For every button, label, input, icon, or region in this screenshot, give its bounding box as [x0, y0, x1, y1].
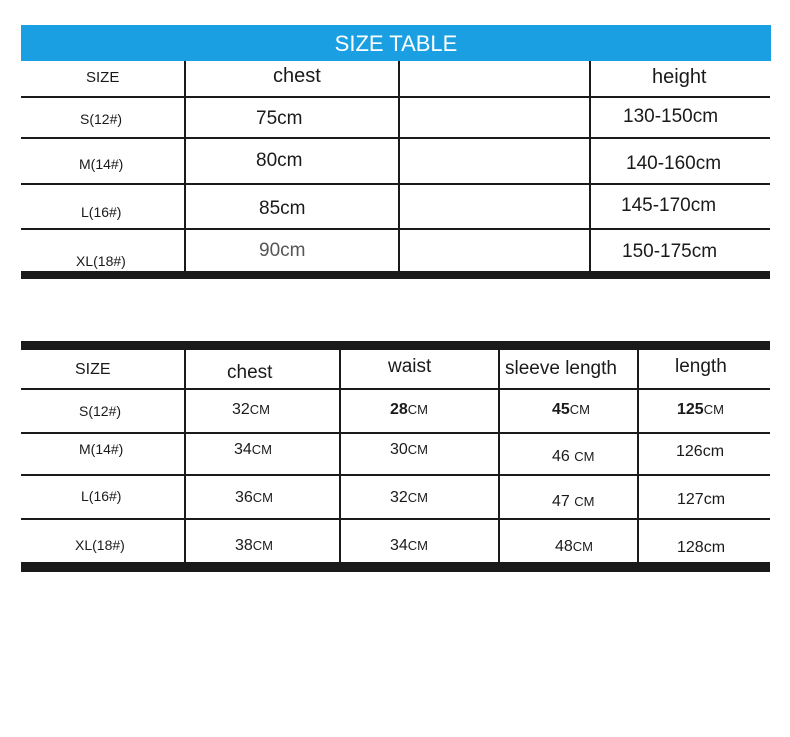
table2-row-sleeve: 48CM	[555, 538, 594, 555]
table2-col-rule	[339, 350, 341, 562]
table1-row-size: M(14#)	[79, 156, 124, 172]
table1-rule	[21, 228, 770, 230]
table2-row-waist: 34CM	[390, 537, 429, 554]
table2-row-length: 127cm	[677, 491, 726, 508]
table1-row-height: 145-170cm	[621, 195, 717, 216]
table2-row-sleeve: 46 CM	[552, 448, 595, 465]
table2-rule	[21, 432, 770, 434]
table1-bottom-rule	[21, 271, 770, 279]
table1-rule	[21, 137, 770, 139]
table1-header-chest: chest	[273, 65, 321, 87]
table2-rule	[21, 388, 770, 390]
table2-top-rule	[21, 341, 770, 350]
table2-row-length: 128cm	[677, 539, 726, 556]
table1-row-height: 140-160cm	[626, 153, 722, 174]
table2-row-chest: 34CM	[234, 441, 273, 458]
table1-row-size: XL(18#)	[76, 253, 126, 269]
table1-rule	[21, 96, 770, 98]
table2-row-waist: 28CM	[390, 401, 429, 418]
table2-col-rule	[184, 350, 186, 562]
table2-col-rule	[498, 350, 500, 562]
table2-header-length: length	[675, 356, 727, 377]
table1-col-rule	[589, 61, 591, 271]
table1-row-height: 130-150cm	[623, 106, 719, 127]
table1-row-chest: 75cm	[256, 108, 303, 129]
table2-row-length: 125CM	[677, 401, 724, 418]
table2-header-sleeve: sleeve length	[505, 358, 617, 379]
table1-row-size: S(12#)	[80, 111, 123, 127]
table2-rule	[21, 518, 770, 520]
table2-rule	[21, 474, 770, 476]
table1-col-rule	[398, 61, 400, 271]
table1-row-chest: 80cm	[256, 150, 303, 171]
table2-row-size: L(16#)	[81, 488, 122, 504]
table2-row-chest: 38CM	[235, 537, 274, 554]
table2-row-waist: 32CM	[390, 489, 429, 506]
table2-row-chest: 32CM	[232, 401, 271, 418]
table2-row-size: S(12#)	[79, 403, 122, 419]
table1-header-height: height	[652, 66, 707, 88]
table2-row-size: M(14#)	[79, 441, 124, 457]
table2-row-sleeve: 45CM	[552, 401, 591, 418]
table2-row-size: XL(18#)	[75, 537, 125, 553]
table1-row-chest: 85cm	[259, 198, 306, 219]
table1-row-chest: 90cm	[259, 240, 306, 261]
table1-col-rule	[184, 61, 186, 271]
table1-header-size: SIZE	[86, 69, 120, 86]
table2-row-sleeve: 47 CM	[552, 493, 595, 510]
table2-bottom-rule	[21, 562, 770, 572]
size-table-title: SIZE TABLE	[21, 25, 771, 61]
table2-row-chest: 36CM	[235, 489, 274, 506]
table2-col-rule	[637, 350, 639, 562]
table2-row-waist: 30CM	[390, 441, 429, 458]
table2-row-length: 126cm	[676, 443, 725, 460]
table1-row-size: L(16#)	[81, 204, 122, 220]
table2-header-waist: waist	[388, 356, 432, 377]
table1-row-height: 150-175cm	[622, 241, 718, 262]
table2-header-size: SIZE	[75, 361, 111, 378]
table2-header-chest: chest	[227, 362, 273, 383]
table1-rule	[21, 183, 770, 185]
